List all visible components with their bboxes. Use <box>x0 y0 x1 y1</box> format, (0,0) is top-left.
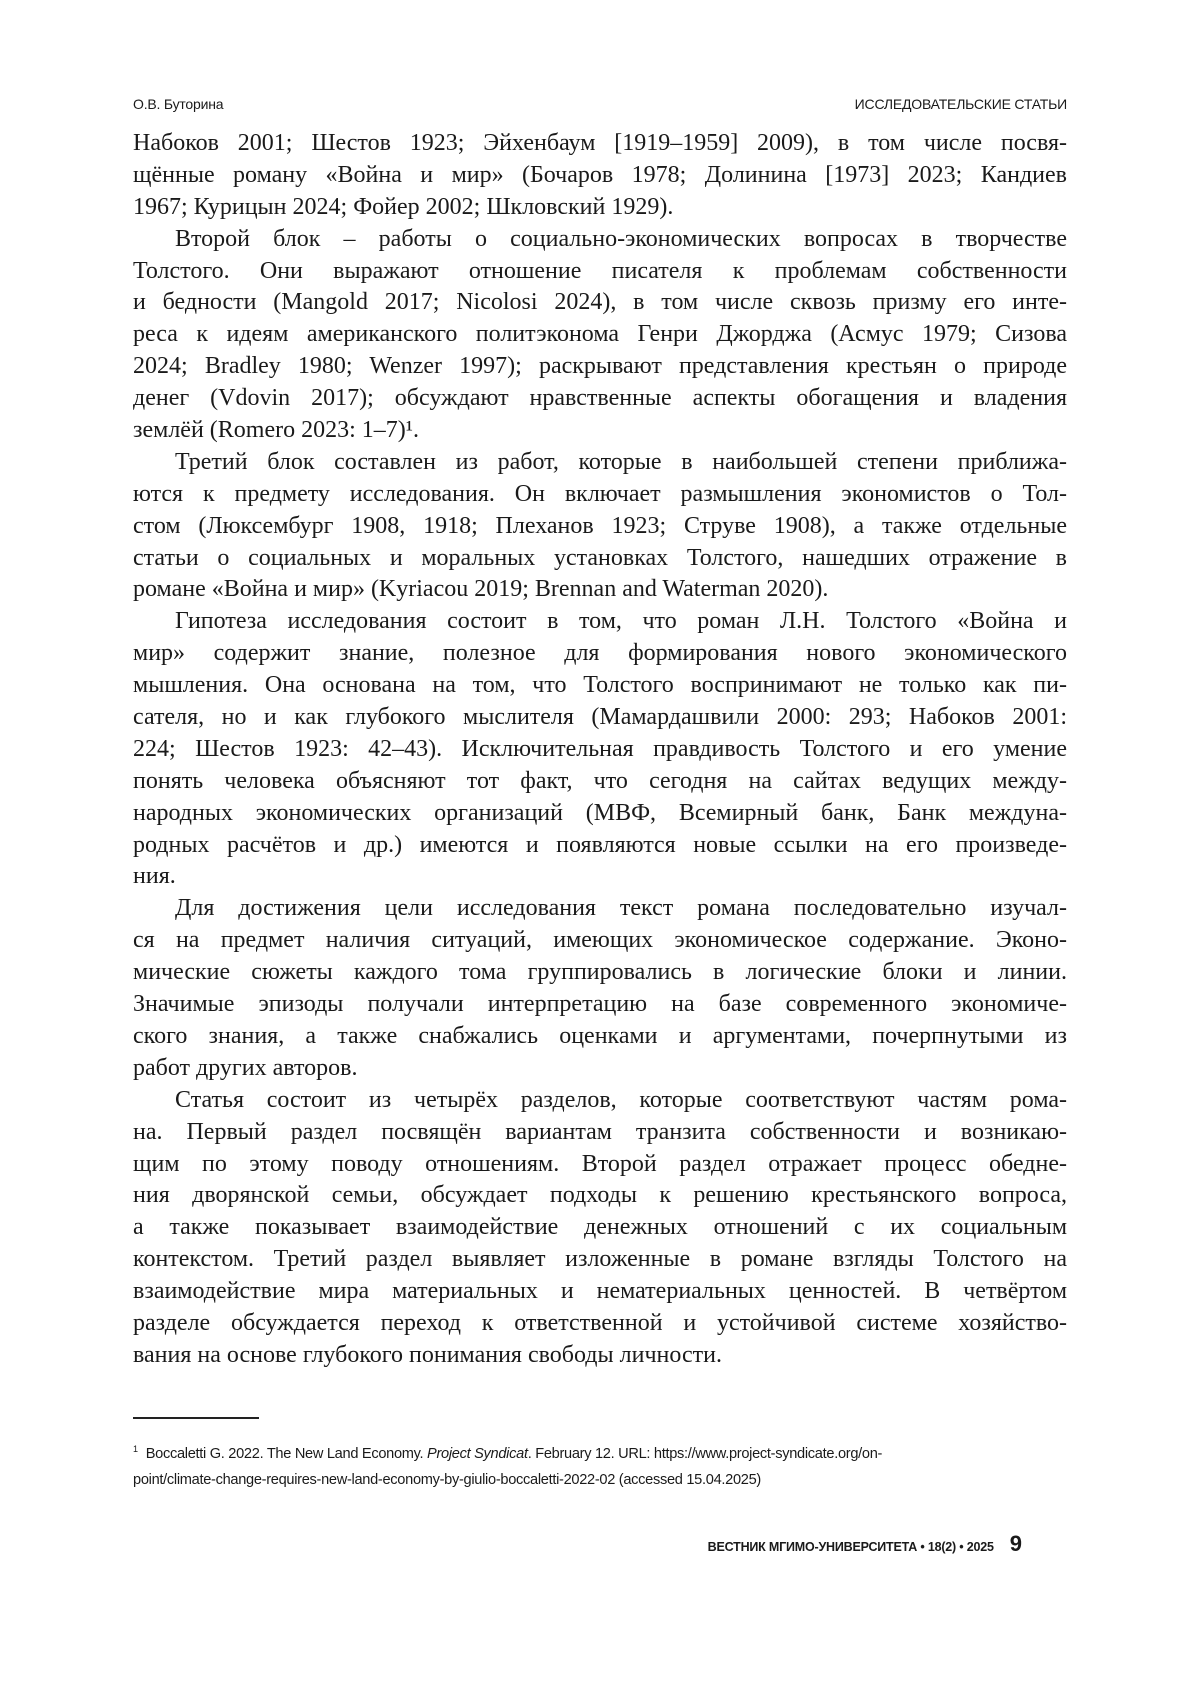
footnote <box>133 1436 1067 1493</box>
text-line: разделе обсуждается переход к ответственной и устойчивой системе хозяйство- <box>133 1308 1067 1340</box>
text-line: вания на основе глубокого понимания свободы личности. <box>133 1340 1067 1372</box>
text-line: взаимодействие мира материальных и нематериальных ценностей. В четвёртом <box>133 1276 1067 1308</box>
paragraph <box>133 447 1067 606</box>
page-footer <box>708 1531 1022 1557</box>
paragraph <box>133 893 1067 1084</box>
footnote-line-2[interactable]: point/climate-change-requires-new-land-economy-by-giulio-boccaletti-2022-02 (accessed 15.04.2025) <box>133 1467 1067 1493</box>
text-line: стом (Люксембург 1908, 1918; Плеханов 1923; Струве 1908), а также отдельные <box>133 511 1067 543</box>
text-line: мышления. Она основана на том, что Толстого воспринимают не только как пи- <box>133 670 1067 702</box>
text-line: контекстом. Третий раздел выявляет изложенные в романе взгляды Толстого на <box>133 1244 1067 1276</box>
footnote-number: 1 <box>133 1444 138 1454</box>
text-line: работ других авторов. <box>133 1053 1067 1085</box>
footnote-citation: Boccaletti G. 2022. The New Land Economy. <box>146 1446 427 1462</box>
footnote-divider <box>133 1417 259 1419</box>
running-header-author: О.В. Буторина <box>133 96 223 112</box>
text-line: Значимые эпизоды получали интерпретацию на базе современного экономиче- <box>133 989 1067 1021</box>
footnote-line-1 <box>133 1436 1067 1467</box>
text-line: денег (Vdovin 2017); обсуждают нравственные аспекты обогащения и владения <box>133 383 1067 415</box>
text-line: мир» содержит знание, полезное для формирования нового экономического <box>133 638 1067 670</box>
text-line: сателя, но и как глубокого мыслителя (Мамардашвили 2000: 293; Набоков 2001: <box>133 702 1067 734</box>
text-line: щённые роману «Война и мир» (Бочаров 1978; Долинина [1973] 2023; Кандиев <box>133 160 1067 192</box>
text-line: Набоков 2001; Шестов 1923; Эйхенбаум [1919–1959] 2009), в том числе посвя- <box>133 128 1067 160</box>
text-line: 1967; Курицын 2024; Фойер 2002; Шкловский 1929). <box>133 192 1067 224</box>
text-line: Для достижения цели исследования текст романа последовательно изучал- <box>133 893 1067 925</box>
paragraph <box>133 1085 1067 1372</box>
footnote-url-part[interactable]: . February 12. URL: https://www.project-syndicate.org/on- <box>528 1446 882 1462</box>
paragraph <box>133 224 1067 447</box>
text-line: понять человека объясняют тот факт, что сегодня на сайтах ведущих между- <box>133 766 1067 798</box>
footnote-journal: Project Syndicat <box>427 1446 528 1462</box>
text-line: романе «Война и мир» (Kyriacou 2019; Brennan and Waterman 2020). <box>133 574 1067 606</box>
text-line: родных расчётов и др.) имеются и появляются новые ссылки на его произведе- <box>133 830 1067 862</box>
text-line: Толстого. Они выражают отношение писателя к проблемам собственности <box>133 256 1067 288</box>
page-number: 9 <box>1010 1531 1022 1557</box>
paragraph <box>133 128 1067 224</box>
text-line: Гипотеза исследования состоит в том, что роман Л.Н. Толстого «Война и <box>133 606 1067 638</box>
text-line: 224; Шестов 1923: 42–43). Исключительная правдивость Толстого и его умение <box>133 734 1067 766</box>
text-line: землёй (Romero 2023: 1–7)¹. <box>133 415 1067 447</box>
text-line: народных экономических организаций (МВФ, Всемирный банк, Банк междуна- <box>133 798 1067 830</box>
text-line: а также показывает взаимодействие денежных отношений с их социальным <box>133 1212 1067 1244</box>
text-line: на. Первый раздел посвящён вариантам транзита собственности и возникаю- <box>133 1117 1067 1149</box>
text-line: ния дворянской семьи, обсуждает подходы к решению крестьянского вопроса, <box>133 1180 1067 1212</box>
footer-journal: ВЕСТНИК МГИМО-УНИВЕРСИТЕТА • 18(2) • 2025 <box>708 1540 994 1554</box>
text-line: мические сюжеты каждого тома группировались в логические блоки и линии. <box>133 957 1067 989</box>
paragraph <box>133 606 1067 893</box>
text-line: ются к предмету исследования. Он включает размышления экономистов о Тол- <box>133 479 1067 511</box>
text-line: Второй блок – работы о социально-экономических вопросах в творчестве <box>133 224 1067 256</box>
article-body <box>133 128 1067 1372</box>
text-line: и бедности (Mangold 2017; Nicolosi 2024), в том числе сквозь призму его инте- <box>133 287 1067 319</box>
text-line: реса к идеям американского политэконома Генри Джорджа (Асмус 1979; Сизова <box>133 319 1067 351</box>
text-line: щим по этому поводу отношениям. Второй раздел отражает процесс обедне- <box>133 1149 1067 1181</box>
running-header-section: ИССЛЕДОВАТЕЛЬСКИЕ СТАТЬИ <box>855 96 1067 112</box>
text-line: ского знания, а также снабжались оценками и аргументами, почерпнутыми из <box>133 1021 1067 1053</box>
text-line: ния. <box>133 861 1067 893</box>
text-line: ся на предмет наличия ситуаций, имеющих экономическое содержание. Эконо- <box>133 925 1067 957</box>
text-line: Статья состоит из четырёх разделов, которые соответствуют частям рома- <box>133 1085 1067 1117</box>
text-line: Третий блок составлен из работ, которые в наибольшей степени приближа- <box>133 447 1067 479</box>
text-line: 2024; Bradley 1980; Wenzer 1997); раскрывают представления крестьян о природе <box>133 351 1067 383</box>
text-line: статьи о социальных и моральных установках Толстого, нашедших отражение в <box>133 543 1067 575</box>
